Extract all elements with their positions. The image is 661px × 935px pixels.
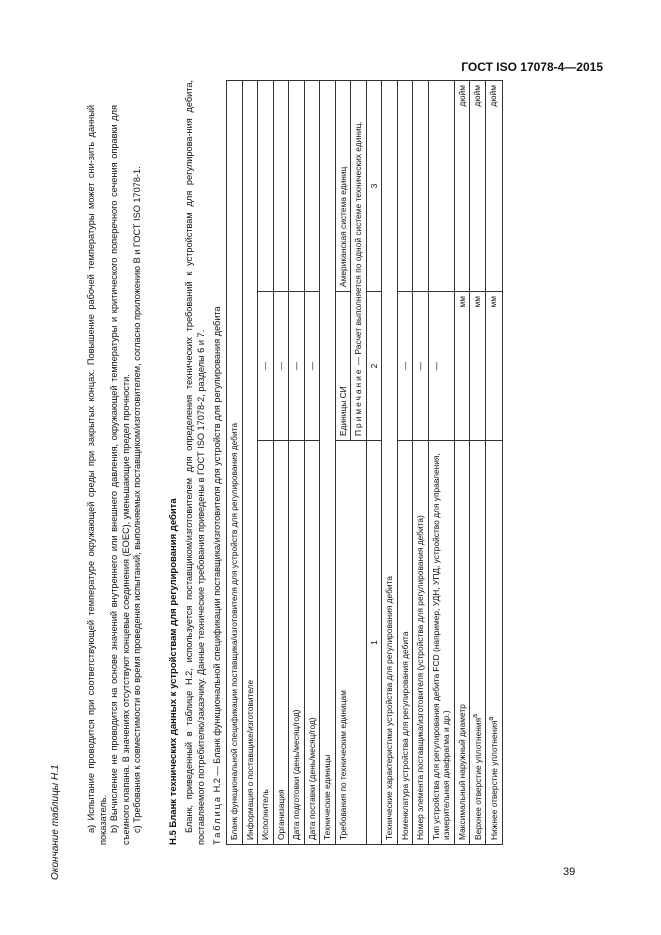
table-row [335, 81, 351, 845]
nomenclature-cell: Номенклатура устройства для регулирования дебита [397, 441, 413, 845]
col-number-3: 3 [366, 81, 382, 292]
continuation-label: Окончание таблицы Н.1 [50, 764, 61, 880]
us-units-cell: Американская система единиц [335, 81, 351, 292]
table-row [413, 81, 429, 845]
fcd-type-cell: Тип устройства для регулирования дебита FCD (например, УДН, УПД, устройство для управления, измерительная диафрагма и др.) [428, 441, 454, 845]
empty-cell [397, 81, 413, 292]
nomenclature-value: — [397, 292, 413, 441]
table-row [486, 81, 502, 845]
delivery-date-value: — [304, 292, 320, 441]
footnote-a-mark: a [488, 716, 496, 721]
si-units-cell: Единицы СИ [335, 292, 351, 441]
lower-seal-label: Нижнее отверстие уплотнения [489, 720, 500, 840]
section-title: Н.5 Бланк технических данных к устройствам для регулирования дебита [168, 498, 179, 845]
organization-cell: Организация [273, 441, 289, 845]
table-row [227, 81, 243, 845]
empty-cell [428, 81, 454, 292]
lower-seal-si-unit: мм [486, 292, 502, 441]
col-number-1: 1 [366, 441, 382, 845]
note-c: с) Требования к совместимости во время проведения испытаний, выполняемых поставщиком/изготовителем, согласно приложению В и ГОСТ ISO 17078-1. [132, 166, 142, 833]
empty-cell [289, 81, 305, 292]
tech-units-cell: Технические единицы [320, 81, 336, 845]
table-row [470, 81, 486, 845]
table-title-cell: Бланк функциональной спецификации поставщика/изготовителя для устройств для регулирования дебита [227, 81, 243, 845]
table-row [320, 81, 336, 845]
delivery-date-cell: Дата поставки (день/месяц/год) [304, 441, 320, 845]
upper-seal-cell [470, 441, 486, 845]
table-row [382, 81, 398, 845]
supplier-info-cell: Информация о поставщике/изготовителе [242, 81, 258, 845]
table-row [428, 81, 454, 845]
upper-seal-si-unit: мм [470, 292, 486, 441]
table-caption [212, 306, 224, 845]
table-notes [86, 105, 144, 845]
rotated-page-content [50, 80, 572, 880]
page-number: 39 [563, 866, 576, 878]
empty-cell [258, 81, 274, 292]
prep-date-value: — [289, 292, 305, 441]
part-number-value: — [413, 292, 429, 441]
executor-cell: Исполнитель [258, 441, 274, 845]
table-row [366, 81, 382, 845]
units-req-cell: Требования по техническим единицам [335, 441, 366, 845]
lower-seal-us-unit: дюйм [486, 81, 502, 292]
table-row [397, 81, 413, 845]
note-b: b) Вычисление не проводится на основе значений внутреннего или внешнего давления, окружающей температуры и критического поперечного сечения оправки для съемного клапана. В значениях отсутствуют концевые соединения (EOEC), уменьшающие предел прочности. [109, 105, 131, 845]
note-label: Примечание [353, 367, 363, 436]
max-od-si-unit: мм [454, 292, 470, 441]
document-header: ГОСТ ISO 17078-4—2015 [461, 60, 603, 74]
empty-cell [413, 81, 429, 292]
note-text: — Расчет выполняется по одной системе технических единиц. [353, 121, 363, 366]
table-caption-label: Таблица [212, 794, 222, 845]
col-number-2: 2 [366, 292, 382, 441]
table-row [273, 81, 289, 845]
upper-seal-us-unit: дюйм [470, 81, 486, 292]
fcd-type-value: — [428, 292, 454, 441]
executor-value: — [258, 292, 274, 441]
table-row [454, 81, 470, 845]
table-row [304, 81, 320, 845]
max-od-cell: Максимальный наружный диаметр [454, 441, 470, 845]
empty-cell [273, 81, 289, 292]
note-cell [351, 81, 367, 441]
note-a: а) Испытание проводится при соответствующей температуре окружающей среды при закрытых концах. Повышение рабочей температуры может сни-зить данный показатель. [86, 105, 108, 845]
table-row [289, 81, 305, 845]
table-caption-text: Н.2 — Бланк функциональной спецификации поставщика/изготовителя для устройств для регулирования дебита [212, 306, 222, 793]
table-row [258, 81, 274, 845]
footnote-a-mark: a [472, 714, 479, 718]
lower-seal-cell [486, 441, 502, 845]
spec-table [226, 80, 503, 845]
part-number-cell: Номер элемента поставщика/изготовителя (устройства для регулирования дебита) [413, 441, 429, 845]
organization-value: — [273, 292, 289, 441]
tech-specs-cell: Технические характеристики устройства для регулирования дебита [382, 81, 398, 845]
max-od-us-unit: дюйм [454, 81, 470, 292]
prep-date-cell: Дата подготовки (день/месяц/год) [289, 441, 305, 845]
table-row [242, 81, 258, 845]
upper-seal-label: Верхнее отверстие уплотнения [472, 717, 483, 840]
section-paragraph: Бланк, приведенный в таблице Н.2, используется поставщиком/изготовителем для определения технических требований к устройствам для регулирова-ния дебита, поставляемого потребителю/заказчику. Данные технические требования приведены в ГОСТ ISO 17078-2, разделы 6 и 7. [184, 80, 206, 845]
empty-cell [304, 81, 320, 292]
